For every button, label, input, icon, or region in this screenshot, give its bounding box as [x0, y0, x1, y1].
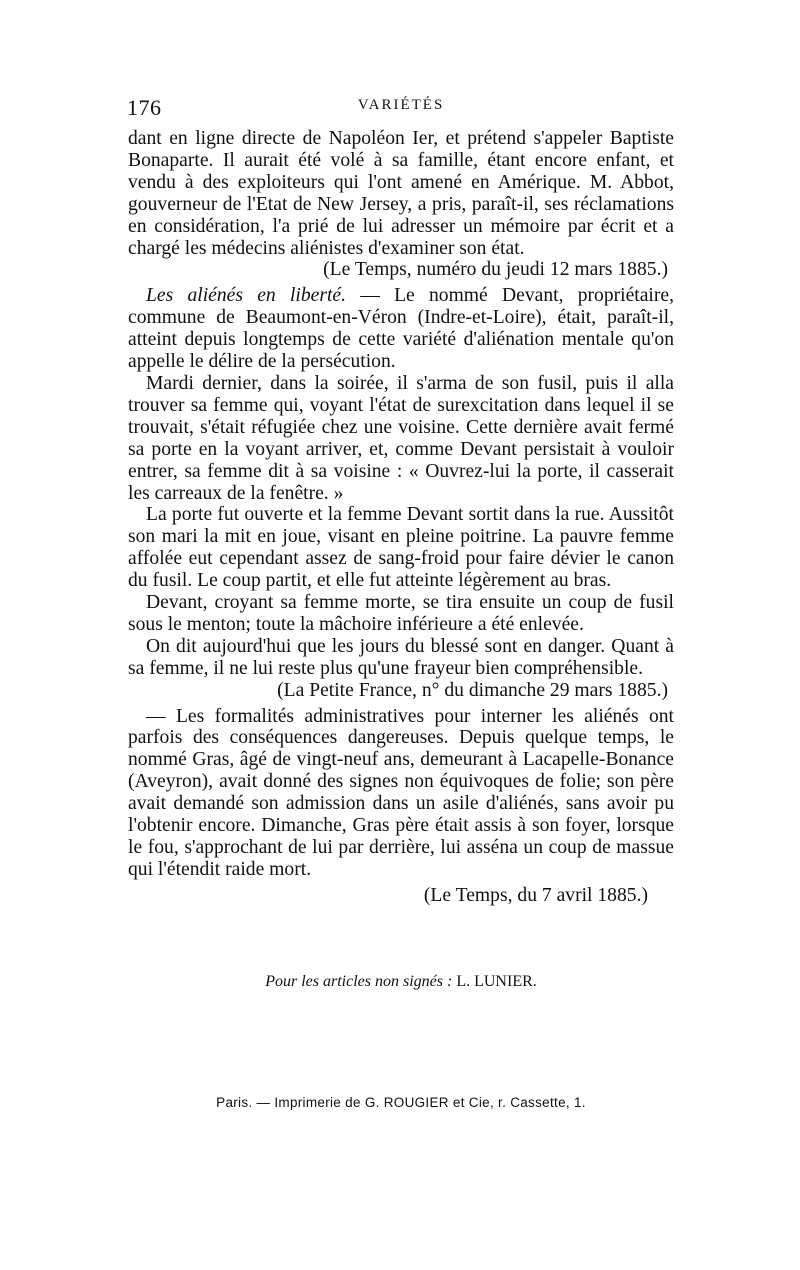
signature-name: L. LUNIER.: [456, 973, 537, 990]
page-header: [127, 95, 675, 119]
paragraph-mardi: Mardi dernier, dans la soirée, il s'arma de son fusil, puis il alla trouver sa femme qui, voyant l'état de surexcitation dans lequel il se trouvait, s'était réfugiée chez une voisine. Cette dernière avait fermé sa porte en la voyant arriver, et, comme Devant persistait à vouloir entrer, sa femme dit à sa voisine : « Ouvrez-lui la porte, il casserait les carreaux de la fenêtre. »: [128, 372, 674, 504]
source-citation: (Le Temps, numéro du jeudi 12 mars 1885.): [323, 259, 668, 281]
printer-imprint: Paris. — Imprimerie de G. ROUGIER et Cie, r. Cassette, 1.: [216, 1095, 586, 1110]
paragraph-alienes-liberte: [128, 285, 674, 373]
paragraph-porte: La porte fut ouverte et la femme Devant sortit dans la rue. Aussitôt son mari la mit en joue, visant en pleine poitrine. La pauvre femme affolée eut cependant assez de sang-froid pour faire dévier le canon du fusil. Le coup partit, et elle fut atteinte légèrement au bras.: [128, 504, 674, 592]
page-number: 176: [127, 95, 162, 120]
paragraph-formalites: — Les formalités administratives pour interner les aliénés ont parfois des conséquences dangereuses. Depuis quelque temps, le nommé Gras, âgé de vingt-neuf ans, demeurant à Lacapelle-Bonance (Aveyron), avait donné des signes non équivoques de folie; son père avait demandé son admission dans un asile d'aliénés, sans avoir pu l'obtenir encore. Dimanche, Gras père était assis à son foyer, lorsque le fou, s'approchant de lui par derrière, lui asséna un coup de massue qui l'étendit raide mort.: [128, 705, 674, 880]
signature-label: Pour les articles non signés :: [265, 973, 453, 990]
paragraph-devant: Devant, croyant sa femme morte, se tira ensuite un coup de fusil sous le menton; toute la mâchoire inférieure a été enlevée.: [128, 592, 674, 635]
signature-line: [128, 973, 674, 991]
section-title: Les aliénés en liberté.: [146, 285, 346, 307]
paragraph-text: — Le nommé Devant, propriétaire, commune de Beaumont-en-Véron (Indre-et-Loire), était, paraît-il, atteint depuis longtemps de cette variété d'aliénation mentale qu'on appelle le délire de la persécution.: [128, 285, 674, 373]
paragraph-napoleon-claim: dant en ligne directe de Napoléon Ier, et prétend s'appeler Baptiste Bonaparte. Il aurait été volé à sa famille, étant encore enfant, et vendu à des exploiteurs qui l'ont amené en Amérique. M. Abbot, gouverneur de l'Etat de New Jersey, a pris, paraît-il, ses réclamations en considération, l'a prié de lui adresser un mémoire par écrit et a chargé les médecins aliénistes d'examiner son état.: [128, 128, 674, 259]
paragraph-on-dit: On dit aujourd'hui que les jours du blessé sont en danger. Quant à sa femme, il ne lui reste plus qu'une frayeur bien compréhensible.: [128, 635, 674, 679]
source-citation: (Le Temps, du 7 avril 1885.): [423, 884, 648, 906]
running-head: VARIÉTÉS: [357, 97, 445, 113]
article-body: [128, 128, 674, 907]
source-citation: (La Petite France, n° du dimanche 29 mars 1885.): [277, 679, 668, 701]
